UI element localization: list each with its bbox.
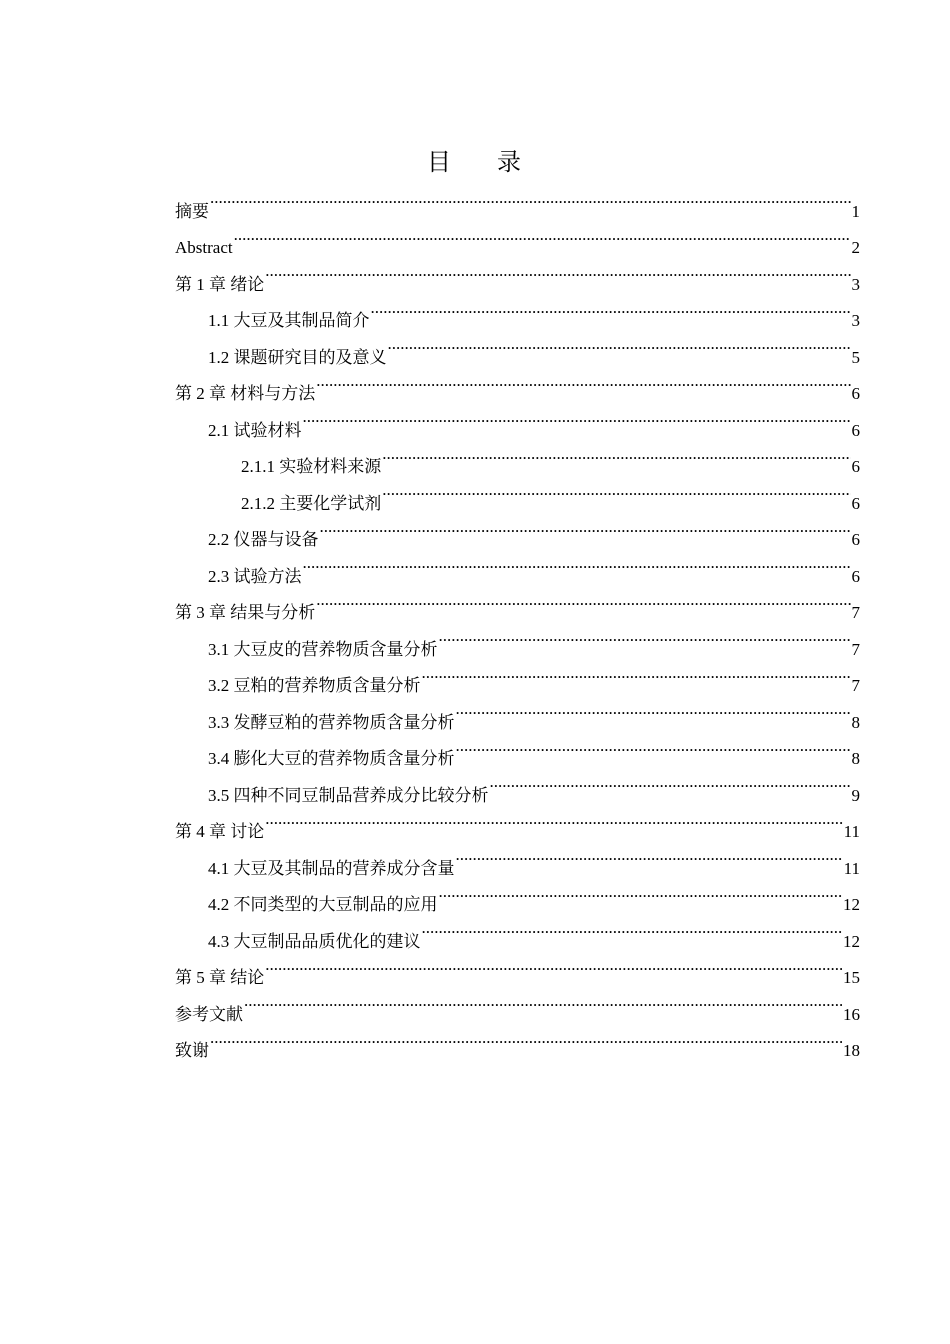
- toc-dot-leader: [490, 764, 851, 801]
- toc-entry-label: 4.3 大豆制品品质优化的建议: [208, 931, 421, 951]
- toc-entry-label: 1.1 大豆及其制品简介: [208, 311, 370, 330]
- toc-entry-page-number: 3: [851, 311, 860, 330]
- toc-entry[interactable]: [175, 618, 860, 659]
- title-char-1: 目: [427, 150, 453, 176]
- toc-dot-leader: [439, 874, 843, 911]
- toc-entry-page-number: 8: [851, 712, 860, 732]
- toc-entry[interactable]: [175, 399, 860, 440]
- toc-entry-page-number: 6: [851, 493, 860, 513]
- title-char-2: 录: [497, 150, 523, 176]
- toc-dot-leader: [439, 618, 851, 655]
- toc-dot-leader: [303, 545, 851, 582]
- toc-entry-label: 4.2 不同类型的大豆制品的应用: [208, 895, 438, 914]
- toc-entry-label: 3.4 膨化大豆的营养物质含量分析: [208, 749, 455, 768]
- toc-entry-page-number: 16: [843, 1004, 860, 1024]
- toc-entry-label: 2.1 试验材料: [208, 420, 302, 440]
- toc-dot-leader: [456, 837, 843, 874]
- toc-entry-page-number: 9: [851, 785, 860, 805]
- toc-entry[interactable]: [175, 472, 860, 513]
- toc-entry[interactable]: [175, 290, 860, 330]
- toc-entry[interactable]: [175, 545, 860, 586]
- toc-dot-leader: [320, 509, 851, 546]
- toc-entry[interactable]: [175, 655, 860, 695]
- toc-dot-leader: [210, 180, 851, 217]
- toc-dot-leader: [265, 801, 842, 838]
- table-of-contents: [175, 180, 860, 1060]
- toc-entry-page-number: 18: [843, 1041, 860, 1060]
- toc-entry-label: 第 2 章 材料与方法: [175, 384, 316, 403]
- toc-entry-label: 第 1 章 绪论: [175, 274, 265, 294]
- toc-dot-leader: [265, 253, 850, 290]
- toc-entry[interactable]: [175, 436, 860, 476]
- toc-entry[interactable]: [175, 983, 860, 1024]
- toc-entry-page-number: 6: [851, 420, 860, 440]
- toc-entry-page-number: 5: [851, 347, 860, 367]
- toc-entry-label: 2.1.2 主要化学试剂: [241, 493, 382, 513]
- toc-dot-leader: [265, 947, 842, 984]
- toc-entry[interactable]: [175, 910, 860, 951]
- toc-entry[interactable]: [175, 509, 860, 549]
- toc-entry[interactable]: [175, 947, 860, 987]
- toc-entry-label: 3.2 豆粕的营养物质含量分析: [208, 676, 421, 695]
- toc-entry-page-number: 6: [851, 530, 860, 549]
- toc-entry-label: 第 5 章 结论: [175, 968, 265, 987]
- toc-entry-label: 参考文献: [175, 1004, 243, 1024]
- toc-entry-label: 3.3 发酵豆粕的营养物质含量分析: [208, 712, 455, 732]
- toc-entry-page-number: 7: [851, 639, 860, 659]
- page-title: [0, 146, 950, 180]
- toc-entry-page-number: 11: [843, 858, 860, 878]
- toc-entry-label: 1.2 课题研究目的及意义: [208, 347, 387, 367]
- toc-entry-label: 摘要: [175, 201, 209, 221]
- toc-entry-label: 2.2 仪器与设备: [208, 530, 319, 549]
- toc-entry-label: Abstract: [175, 238, 233, 257]
- toc-dot-leader: [316, 582, 850, 619]
- toc-entry-label: 第 4 章 讨论: [175, 822, 265, 841]
- toc-entry-label: 致谢: [175, 1041, 209, 1060]
- toc-entry[interactable]: [175, 326, 860, 367]
- toc-entry-page-number: 2: [851, 238, 860, 257]
- toc-entry[interactable]: [175, 874, 860, 914]
- toc-dot-leader: [422, 910, 843, 947]
- toc-entry-page-number: 1: [851, 201, 860, 221]
- toc-entry-label: 4.1 大豆及其制品的营养成分含量: [208, 858, 455, 878]
- toc-entry[interactable]: [175, 217, 860, 257]
- toc-dot-leader: [388, 326, 851, 363]
- toc-entry-page-number: 6: [851, 457, 860, 476]
- toc-entry-page-number: 6: [851, 384, 860, 403]
- toc-dot-leader: [422, 655, 851, 692]
- toc-dot-leader: [210, 1020, 842, 1057]
- toc-dot-leader: [371, 290, 851, 327]
- toc-entry[interactable]: [175, 180, 860, 221]
- toc-entry[interactable]: [175, 691, 860, 732]
- toc-entry-page-number: 11: [843, 822, 860, 841]
- toc-entry-page-number: 6: [851, 566, 860, 586]
- toc-entry[interactable]: [175, 363, 860, 403]
- toc-entry-label: 3.5 四种不同豆制品营养成分比较分析: [208, 785, 489, 805]
- toc-dot-leader: [456, 691, 851, 728]
- toc-dot-leader: [456, 728, 851, 765]
- toc-entry-page-number: 15: [843, 968, 860, 987]
- toc-dot-leader: [316, 363, 850, 400]
- toc-entry[interactable]: [175, 728, 860, 768]
- toc-entry-label: 2.3 试验方法: [208, 566, 302, 586]
- toc-entry[interactable]: [175, 253, 860, 294]
- toc-entry-page-number: 12: [843, 895, 860, 914]
- toc-entry-page-number: 7: [851, 676, 860, 695]
- toc-entry[interactable]: [175, 582, 860, 622]
- toc-entry-label: 2.1.1 实验材料来源: [241, 457, 382, 476]
- toc-dot-leader: [382, 436, 850, 473]
- toc-entry[interactable]: [175, 1020, 860, 1060]
- toc-entry-label: 3.1 大豆皮的营养物质含量分析: [208, 639, 438, 659]
- toc-entry-page-number: 7: [851, 603, 860, 622]
- toc-dot-leader: [244, 983, 842, 1020]
- toc-entry[interactable]: [175, 801, 860, 841]
- toc-dot-leader: [234, 217, 851, 254]
- toc-entry-page-number: 12: [843, 931, 860, 951]
- toc-dot-leader: [382, 472, 850, 509]
- toc-entry[interactable]: [175, 837, 860, 878]
- toc-entry[interactable]: [175, 764, 860, 805]
- toc-entry-page-number: 3: [851, 274, 860, 294]
- toc-dot-leader: [303, 399, 851, 436]
- toc-entry-label: 第 3 章 结果与分析: [175, 603, 316, 622]
- toc-entry-page-number: 8: [851, 749, 860, 768]
